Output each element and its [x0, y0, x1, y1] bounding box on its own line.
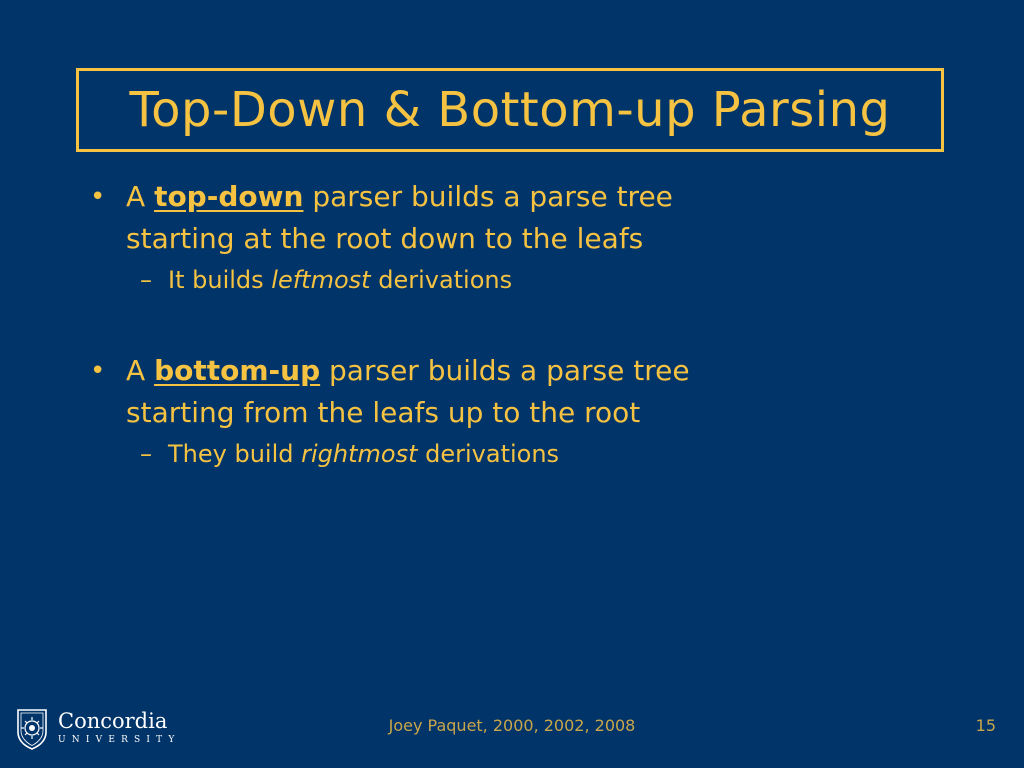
bullet-line-1-rest: parser builds a parse tree — [312, 180, 673, 213]
keyword-bottom-up: bottom-up — [154, 354, 321, 387]
logo-subtitle: UNIVERSITY — [58, 735, 181, 745]
bullet-line-1 — [126, 350, 948, 392]
sub-bullet-leftmost — [88, 262, 948, 298]
bullet-marker: • — [90, 182, 106, 212]
bullet-marker: • — [90, 356, 106, 386]
footer-credit: Joey Paquet, 2000, 2002, 2008 — [388, 716, 636, 735]
keyword-top-down: top-down — [154, 180, 304, 213]
bullet-line-1 — [126, 176, 948, 218]
bullet-line-2: starting at the root down to the leafs — [126, 222, 644, 255]
sub-emphasis-rightmost: rightmost — [301, 440, 418, 468]
bullet-prefix: A — [126, 180, 146, 213]
bullet-top-down — [88, 176, 948, 260]
sub-bullet-marker: – — [140, 266, 152, 294]
bullet-bottom-up — [88, 350, 948, 434]
sub-bullet-marker: – — [140, 440, 152, 468]
title-box — [76, 68, 944, 152]
bullet-prefix: A — [126, 354, 146, 387]
bullet-list — [88, 176, 948, 472]
slide-title: Top-Down & Bottom-up Parsing — [129, 82, 891, 138]
sub-before: It builds — [168, 266, 264, 294]
logo-name: Concordia — [58, 709, 168, 733]
sub-before: They build — [168, 440, 294, 468]
bullet-line-1-rest: parser builds a parse tree — [329, 354, 690, 387]
sub-emphasis-leftmost: leftmost — [271, 266, 371, 294]
sub-after: derivations — [425, 440, 560, 468]
page-number: 15 — [975, 716, 996, 735]
bullet-line-2: starting from the leafs up to the root — [126, 396, 641, 429]
sub-bullet-rightmost — [88, 436, 948, 472]
sub-after: derivations — [378, 266, 513, 294]
